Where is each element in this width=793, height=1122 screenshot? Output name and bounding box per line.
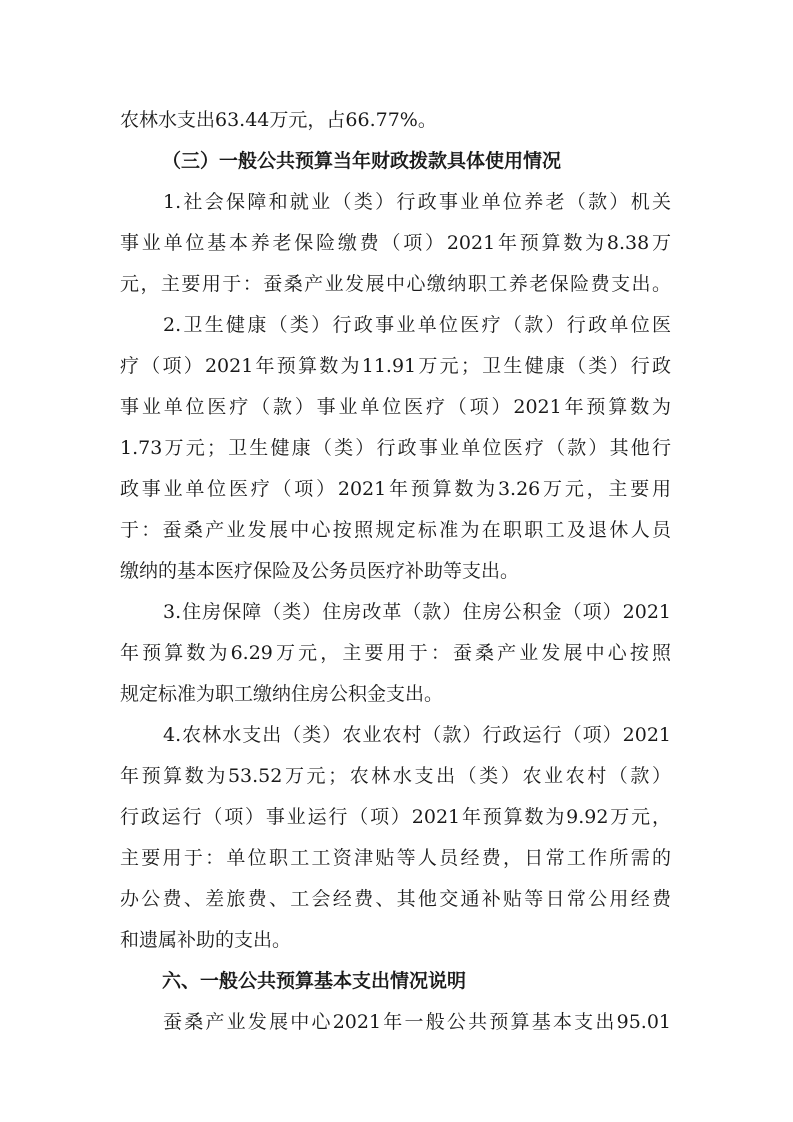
line-text: 于：蚕桑产业发展中心按照规定标准为在职职工及退休人员 (120, 519, 671, 541)
line-text: 1.73万元；卫生健康（类）行政事业单位医疗（款）其他行 (120, 437, 671, 459)
line-text: 规定标准为职工缴纳住房公积金支出。 (120, 683, 444, 705)
paragraph-line (0, 1000, 793, 1044)
section-heading (0, 139, 793, 183)
line-text: 办公费、差旅费、工会经费、其他交通补贴等日常公用经费 (120, 888, 671, 910)
heading-text: （三）一般公共预算当年财政拨款具体使用情况 (162, 150, 562, 172)
line-text: 和遗属补助的支出。 (120, 929, 292, 951)
line-text: 事业单位基本养老保险缴费（项）2021年预算数为8.38万 (120, 232, 671, 254)
line-text: 政事业单位医疗（项）2021年预算数为3.26万元，主要用 (120, 478, 671, 500)
paragraph-line (0, 836, 793, 880)
paragraph-line (0, 672, 793, 716)
line-text: 3.住房保障（类）住房改革（款）住房公积金（项）2021 (163, 601, 671, 623)
paragraph-line (0, 508, 793, 552)
paragraph-line (0, 877, 793, 921)
line-text: 缴纳的基本医疗保险及公务员医疗补助等支出。 (120, 560, 520, 582)
paragraph-line (0, 754, 793, 798)
paragraph-line (0, 631, 793, 675)
line-text: 1.社会保障和就业（类）行政事业单位养老（款）机关 (163, 191, 671, 213)
paragraph-line (0, 180, 793, 224)
paragraph-line (0, 795, 793, 839)
paragraph-line (0, 98, 793, 142)
paragraph-line (0, 549, 793, 593)
line-text: 蚕桑产业发展中心2021年一般公共预算基本支出95.01 (163, 1011, 671, 1033)
paragraph-line (0, 713, 793, 757)
paragraph-line (0, 221, 793, 265)
line-text: 事业单位医疗（款）事业单位医疗（项）2021年预算数为 (120, 396, 671, 418)
section-heading (0, 959, 793, 1003)
paragraph-line (0, 303, 793, 347)
paragraph-line (0, 426, 793, 470)
paragraph-line (0, 467, 793, 511)
paragraph-line (0, 918, 793, 962)
line-text: 疗（项）2021年预算数为11.91万元；卫生健康（类）行政 (120, 355, 671, 377)
heading-text: 六、一般公共预算基本支出情况说明 (162, 970, 467, 992)
line-text: 2.卫生健康（类）行政事业单位医疗（款）行政单位医 (163, 314, 671, 336)
line-text: 年预算数为6.29万元，主要用于：蚕桑产业发展中心按照 (120, 642, 671, 664)
line-text: 4.农林水支出（类）农业农村（款）行政运行（项）2021 (163, 724, 671, 746)
line-text: 主要用于：单位职工工资津贴等人员经费，日常工作所需的 (120, 847, 671, 869)
paragraph-line (0, 590, 793, 634)
paragraph-line (0, 344, 793, 388)
line-text: 年预算数为53.52万元；农林水支出（类）农业农村（款） (120, 765, 671, 787)
paragraph-line (0, 385, 793, 429)
line-text: 元，主要用于：蚕桑产业发展中心缴纳职工养老保险费支出。 (120, 273, 671, 295)
line-text: 行政运行（项）事业运行（项）2021年预算数为9.92万元， (120, 806, 671, 828)
line-text: 农林水支出63.44万元，占66.77%。 (120, 109, 437, 131)
paragraph-line (0, 262, 793, 306)
